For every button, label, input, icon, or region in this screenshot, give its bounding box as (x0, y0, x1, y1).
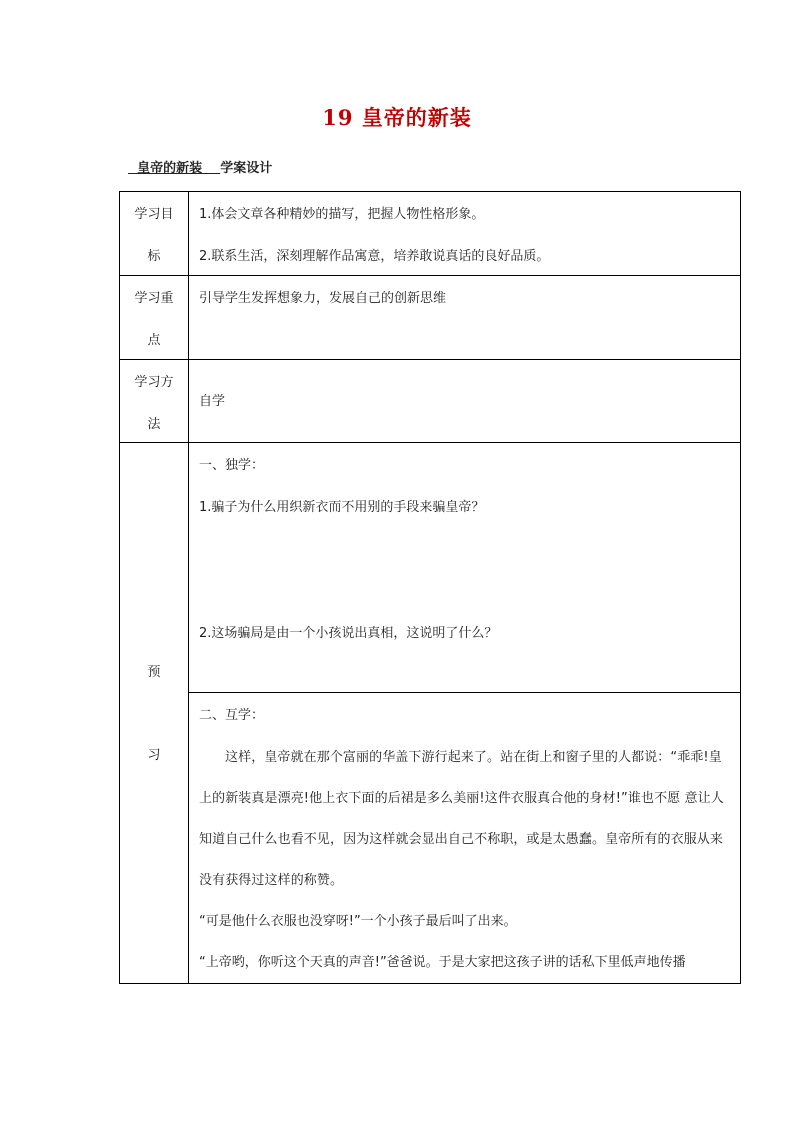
objectives-row (120, 192, 741, 276)
method-content (189, 360, 741, 443)
self-study-heading: 一、独学： (199, 458, 265, 473)
document-subtitle (128, 157, 272, 176)
objective-item: 1.体会文章各种精妙的描写，把握人物性格形象。 (199, 207, 485, 222)
page-title: 19 皇帝的新装 (322, 105, 472, 130)
objectives-content (189, 192, 741, 276)
subtitle-suffix: 学案设计 (220, 161, 273, 176)
focus-label (120, 276, 189, 360)
preview-label-line-1: 预 (147, 665, 161, 680)
objectives-label-line-1: 学习目 (134, 207, 174, 222)
focus-label-line-2: 点 (147, 333, 161, 348)
mutual-study-content (189, 693, 741, 984)
method-label-line-2: 法 (147, 417, 161, 432)
mutual-study-quote: “可是他什么衣服也没穿呀!”一个小孩子最后叫了出来。 (199, 914, 517, 929)
objective-item: 2.联系生活，深刻理解作品寓意，培养敢说真话的良好品质。 (199, 249, 550, 264)
mutual-study-heading: 二、互学： (199, 708, 265, 723)
preview-label (120, 443, 189, 984)
subtitle-lesson-name: 皇帝的新装 (137, 161, 203, 176)
objectives-label (120, 192, 189, 276)
method-text: 自学 (199, 393, 226, 409)
focus-text: 引导学生发挥想象力，发展自己的创新思维 (199, 291, 447, 306)
preview-self-study-row (120, 443, 741, 693)
mutual-study-quote: “上帝哟，你听这个天真的声音!”爸爸说。于是大家把这孩子讲的话私下里低声地传播 (199, 955, 686, 970)
focus-label-line-1: 学习重 (134, 291, 174, 306)
method-label (120, 360, 189, 443)
study-plan-table (119, 191, 741, 984)
preview-mutual-study-row (120, 693, 741, 984)
focus-content (189, 276, 741, 360)
self-study-question: 1.骗子为什么用织新衣而不用别的手段来骗皇帝？ (199, 500, 485, 515)
preview-label-line-2: 习 (147, 748, 161, 763)
focus-row (120, 276, 741, 360)
method-row (120, 360, 741, 443)
self-study-question: 2.这场骗局是由一个小孩说出真相，这说明了什么？ (199, 626, 498, 641)
method-label-line-1: 学习方 (134, 375, 174, 390)
objectives-label-line-2: 标 (147, 249, 161, 264)
self-study-content (189, 443, 741, 693)
mutual-study-passage: 这样，皇帝就在那个富丽的华盖下游行起来了。站在街上和窗子里的人都说：“乖乖!皇上的新装真是漂亮!他上衣下面的后裙是多么美丽!这件衣服真合他的身材!”谁也不愿 意让人知道自己什么也看不见，因为这样就会显出自己不称职，或是太愚蠢。皇帝所有的衣服从来没有获得过这样的称赞。 (199, 750, 724, 888)
